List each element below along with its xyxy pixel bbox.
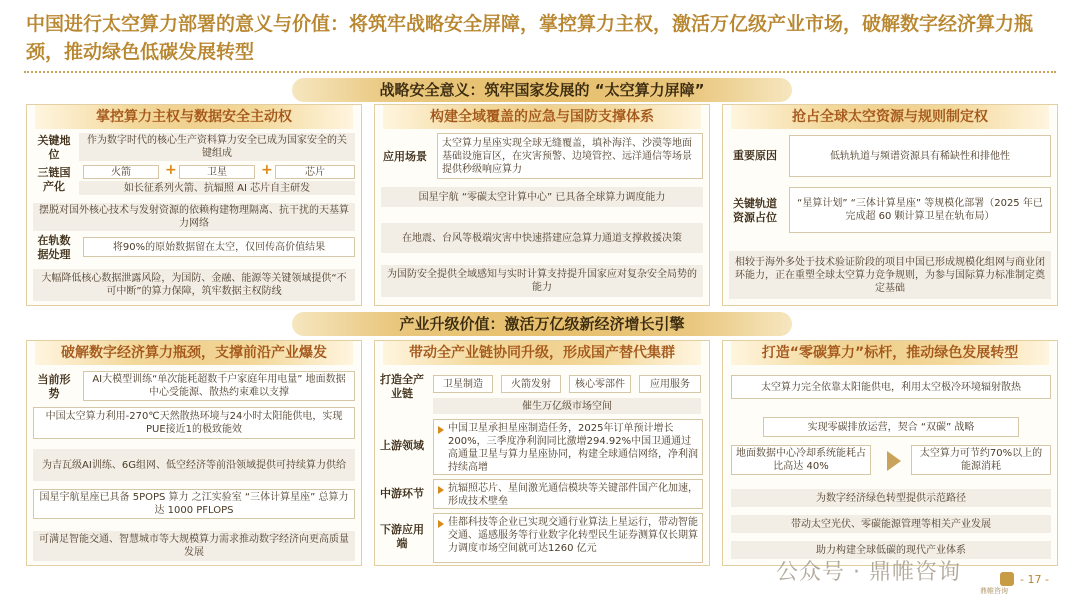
label-orbit-occupation: 关键轨道资源占位 <box>733 197 777 224</box>
arrow-right-icon <box>887 451 901 471</box>
upstream-box: 中国卫星承担星座制造任务，2025年订单预计增长200%，三季度净利润同比激增294.92%中国卫通通过高通量卫星与算力星座协同，构建全球通信网络，净利润持续高增 <box>433 419 703 475</box>
onorbit-box: 将90%的原始数据留在太空，仅回传高价值结果 <box>83 237 355 257</box>
downstream-box: 佳都科技等企业已实现交通行业算法上星运行，带动智能交通、遥感服务等行业数字化转型民生证券测算仅长期算力调度市场空间就可达1260 亿元 <box>433 513 703 563</box>
label-onorbit: 在轨数据处理 <box>37 234 71 261</box>
label-scenario: 应用场景 <box>383 150 427 163</box>
efficiency-box: 中国太空算力利用-270℃天然散热环境与24小时太阳能供电，实现PUE接近1的极致能效 <box>33 407 355 439</box>
defense-note: 为国防安全提供全域感知与实时计算支持提升国家应对复杂安全局势的能力 <box>381 265 703 297</box>
panel-sovereignty <box>26 104 362 306</box>
ground-cooling-box: 地面数据中心冷却系统能耗占比高达 40% <box>731 445 871 475</box>
chain-note: 如长征系列火箭、抗辐照 AI 芯片自主研发 <box>79 181 355 195</box>
panel-zero-carbon <box>722 340 1058 566</box>
zero-emission-box: 实现零碳排放运营，契合 “双碳” 战略 <box>763 417 1019 437</box>
midstream-box: 抗辐照芯片、星间激光通信模块等关键部件国产化加速，形成技术壁垒 <box>433 479 703 509</box>
disaster-note: 在地震、台风等极端灾害中快速搭建应急算力通道支撑救援决策 <box>381 223 703 253</box>
frontier-note: 为吉瓦级AI训练、6G组网、低空经济等前沿领域提供可持续算力供给 <box>33 449 355 481</box>
panel-header: 掌控算力主权与数据安全主动权 <box>35 105 353 129</box>
chain-satellite: 卫星 <box>179 165 255 179</box>
label-current: 当前形势 <box>37 373 71 400</box>
title-divider <box>24 71 1056 73</box>
panel-rules <box>722 104 1058 306</box>
chain-rocket: 火箭 <box>83 165 159 179</box>
panel-industry-chain <box>374 340 710 566</box>
independence-note: 摆脱对国外核心技术与发射资源的依赖构建物理隔离、抗干扰的天基算力网络 <box>33 203 355 231</box>
section1-banner: 战略安全意义：筑牢国家发展的 “太空算力屏障” <box>292 78 792 102</box>
energy-saving-box: 太空算力可节约70%以上的能源消耗 <box>911 445 1051 475</box>
panel-header: 构建全域覆盖的应急与国防支撑体系 <box>383 105 701 129</box>
panel-header: 带动全产业链协同升级，形成国产替代集群 <box>383 341 701 365</box>
green-path-note: 为数字经济绿色转型提供示范路径 <box>731 489 1051 507</box>
label-key-position: 关键地位 <box>37 134 71 161</box>
chain-launch: 火箭发射 <box>501 375 561 393</box>
reason-box: 低轨轨道与频谱资源具有稀缺性和排他性 <box>789 135 1051 177</box>
global-rules-note: 相较于海外多处于技术验证阶段的项目中国已形成规模化组网与商业闭环能力，正在重塑全球太空算力竞争规则，为参与国际算力标准制定奠定基础 <box>729 251 1051 299</box>
leak-risk-note: 大幅降低核心数据泄露风险，为国防、金融、能源等关键领域提供“不可中断”的算力保障，筑牢数据主权防线 <box>33 269 355 301</box>
panel-emergency <box>374 104 710 306</box>
section2-banner: 产业升级价值：激活万亿级新经济增长引擎 <box>292 312 792 336</box>
panel-header: 打造“零碳算力”标杆，推动绿色发展转型 <box>731 341 1049 365</box>
chain-manufacture: 卫星制造 <box>433 375 493 393</box>
label-full-chain: 打造全产业链 <box>380 373 424 400</box>
chain-services: 应用服务 <box>639 375 701 393</box>
panel-bottleneck <box>26 340 362 566</box>
label-downstream: 下游应用端 <box>380 523 424 550</box>
page-title: 中国进行太空算力部署的意义与价值：将筑牢战略安全屏障，掌控算力主权，激活万亿级产业市场，破解数字经济算力瓶颈，推动绿色低碳发展转型 <box>26 13 1034 63</box>
chain-chip: 芯片 <box>275 165 355 179</box>
orbit-box: “星算计划” “三体计算星座” 等规模化部署（2025 年已完成超 60 颗计算卫星在轨布局） <box>789 187 1051 233</box>
capacity-box: 国星宇航星座已具备 5POPS 算力 之江实验室 “三体计算星座” 总算力达 1000 PFLOPS <box>33 489 355 519</box>
panel-header: 破解数字经济算力瓶颈，支撑前沿产业爆发 <box>35 341 353 365</box>
current-box: AI大模型训练“单次能耗超数千户家庭年用电量” 地面数据中心受能源、散热约束难以支撑 <box>83 371 355 401</box>
demand-note: 可满足智能交通、智慧城市等大规模算力需求推动数字经济向更高质量发展 <box>33 531 355 561</box>
plus-icon: + <box>165 162 177 178</box>
logo-text: 鼎帷咨询 <box>980 587 1008 595</box>
key-position-box: 作为数字时代的核心生产资料算力安全已成为国家安全的关键组成 <box>79 133 355 161</box>
logo-icon <box>1000 572 1014 586</box>
page-number: - 17 - <box>1020 573 1049 586</box>
low-carbon-note: 助力构建全球低碳的现代产业体系 <box>731 541 1051 559</box>
chain-components: 核心零部件 <box>569 375 631 393</box>
label-localization: 三链国产化 <box>37 166 71 193</box>
solar-box: 太空算力完全依靠太阳能供电，利用太空极冷环境辐射散热 <box>731 375 1051 399</box>
label-midstream: 中游环节 <box>380 487 424 500</box>
guoxing-note: 国星宇航 “零碳太空计算中心” 已具备全球算力调度能力 <box>381 187 703 207</box>
market-note: 催生万亿级市场空间 <box>433 398 701 414</box>
label-upstream: 上游领域 <box>380 439 424 452</box>
scenario-box: 太空算力星座实现全球无缝覆盖，填补海洋、沙漠等地面基础设施盲区，在灾害预警、边境管控、远洋通信等场景提供秒级响应算力 <box>437 133 703 179</box>
panel-header: 抢占全球太空资源与规则制定权 <box>731 105 1049 129</box>
plus-icon: + <box>261 162 273 178</box>
related-industry-note: 带动太空光伏、零碳能源管理等相关产业发展 <box>731 515 1051 533</box>
watermark: 公众号 · 鼎帷咨询 <box>776 560 961 585</box>
label-reason: 重要原因 <box>733 149 777 162</box>
